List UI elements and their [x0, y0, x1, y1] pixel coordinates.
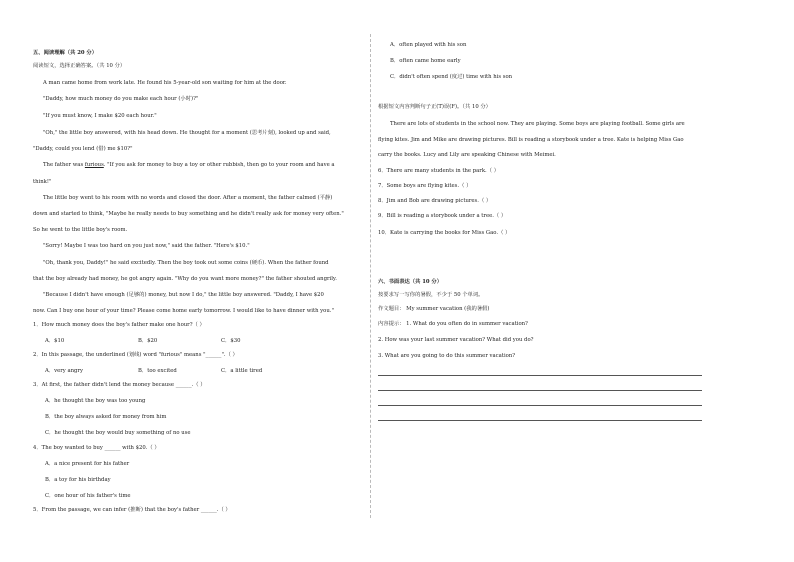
option: A．very angry: [45, 368, 83, 374]
option: C．$30: [221, 338, 241, 344]
essay-hint: 内容提示： 1. What do you often do in summer vacation?: [378, 321, 528, 327]
passage-line: now. Can I buy one hour of your time? Please come home early tomorrow. I would like to have dinner with you.": [33, 308, 334, 314]
tf-item: 10．Kate is carrying the books for Miss Gao.（ ）: [378, 230, 511, 236]
option: C．a little tired: [221, 368, 263, 374]
writing-line[interactable]: [378, 420, 702, 421]
writing-line[interactable]: [378, 375, 702, 376]
passage-line: "Daddy, how much money do you make each hour (小时)?": [43, 96, 199, 102]
passage-line: that the boy already had money, he got angry again. "Why do you want more money?" the father shouted angrily.: [33, 276, 337, 282]
passage-line: "Because I didn't have enough (足够的) money, but now I do," the little boy answered. "Daddy, I have $20: [43, 292, 324, 298]
tf-item: 8．Jim and Bob are drawing pictures.（ ）: [378, 198, 492, 204]
section6-instruction: 按要求写一写你的暑假，不少于 50 个单词。: [378, 292, 484, 298]
question: 1．How much money does the boy's father make one hour?（ ）: [33, 322, 205, 328]
option: B．a toy for his birthday: [45, 477, 111, 483]
tf-passage-line: flying kites. Jim and Mike are drawing pictures. Bill is reading a storybook under a tree. Kate is helping Miss Gao: [378, 137, 684, 143]
question: 5．From the passage, we can infer (推断) that the boy's father ______.（ ）: [33, 507, 231, 513]
passage-line: The father was furious. "If you ask for money to buy a toy or other rubbish, then go to your room and have a: [43, 162, 335, 168]
section6-title: 六、书面表达（共 10 分）: [378, 279, 443, 285]
column-divider: [370, 34, 371, 518]
section5-instruction: 阅读短文，选择正确答案。（共 10 分）: [33, 63, 126, 69]
question: 3．At first, the father didn't lend the money because ______.（ ）: [33, 382, 206, 388]
question: 2．In this passage, the underlined (划线) word "furious" means "______".（ ）: [33, 352, 238, 358]
writing-line[interactable]: [378, 390, 702, 391]
passage-line: So he went to the little boy's room.: [33, 227, 128, 233]
tf-item: 9．Bill is reading a storybook under a tree.（ ）: [378, 213, 507, 219]
option: C．didn't often spend (度过) time with his son: [390, 74, 513, 80]
essay-hint: 3. What are you going to do this summer vacation?: [378, 353, 516, 359]
section5-title: 五、阅读理解（共 20 分）: [33, 50, 98, 56]
option: A．often played with his son: [390, 42, 467, 48]
passage-line: The little boy went to his room with no words and closed the door. After a moment, the father calmed (平静): [43, 195, 333, 201]
question: 4．The boy wanted to buy ______ with $20.（ ）: [33, 445, 160, 451]
tf-passage-line: carry the books. Lucy and Lily are speaking Chinese with Meimei.: [378, 152, 556, 158]
option: A．$10: [45, 338, 65, 344]
option: B．the boy always asked for money from him: [45, 414, 167, 420]
passage-line: "Sorry! Maybe I was too hard on you just now," said the father. "Here's $10.": [43, 243, 250, 249]
underlined-word: furious: [84, 162, 104, 168]
passage-line: "Oh," the little boy answered, with his head down. He thought for a moment (思考片刻), looked up and said,: [43, 130, 331, 136]
passage-line: "If you must know, I make $20 each hour.": [43, 113, 157, 119]
tf-item: 7．Some boys are flying kites.（ ）: [378, 183, 472, 189]
passage-line: A man came home from work late. He found his 5-year-old son waiting for him at the door.: [43, 80, 287, 86]
passage-line: "Daddy, could you lend (借) me $10?": [33, 146, 133, 152]
essay-topic: 作文题目： My summer vacation (我的暑假): [378, 306, 490, 312]
option: C．one hour of his father's time: [45, 493, 131, 499]
option: B．too excited: [138, 368, 177, 374]
tf-item: 6．There are many students in the park.（ ）: [378, 168, 499, 174]
passage-line: down and started to think, "Maybe he really needs to buy something and he didn't really ask for money very often.": [33, 211, 344, 217]
option: B．$20: [138, 338, 158, 344]
tf-instruction: 根据短文内容判断句子正(T)误(F)。（共 10 分）: [378, 104, 491, 110]
tf-passage-line: There are lots of students in the school now. They are playing. Some boys are playing football. Some girls are: [390, 121, 685, 127]
option: A．he thought the boy was too young: [45, 398, 146, 404]
passage-line: "Oh, thank you, Daddy!" he said excitedly. Then the boy took out some coins (硬币). When the father found: [43, 260, 329, 266]
option: C．he thought the boy would buy something of no use: [45, 430, 191, 436]
passage-line: think!": [33, 179, 52, 185]
writing-line[interactable]: [378, 405, 702, 406]
essay-hint: 2. How was your last summer vacation? What did you do?: [378, 337, 534, 343]
option: B．often came home early: [390, 58, 461, 64]
option: A．a nice present for his father: [45, 461, 130, 467]
